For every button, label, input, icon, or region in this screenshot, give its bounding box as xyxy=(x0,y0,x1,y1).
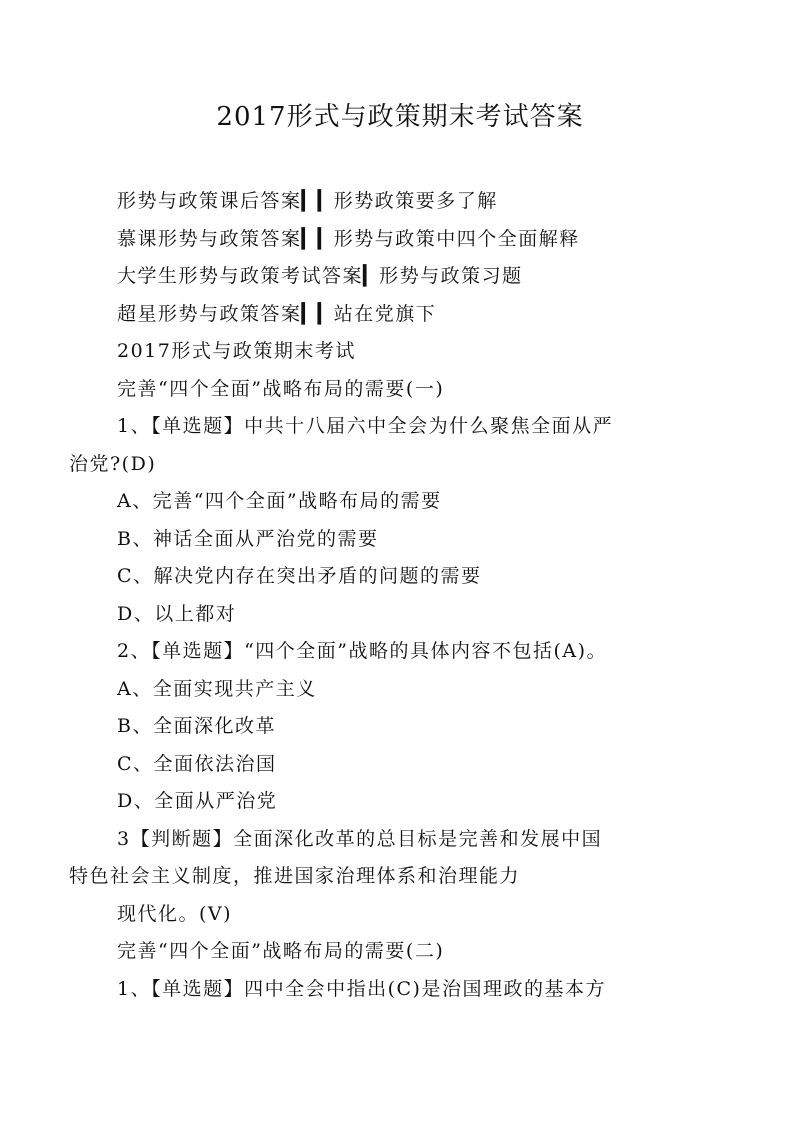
answer-option xyxy=(117,671,697,709)
text-line-content: 超星形势与政策答案▎▎站在党旗下 xyxy=(117,302,437,325)
answer-option xyxy=(117,783,697,821)
question-line-continued xyxy=(69,858,697,896)
question-line xyxy=(117,633,697,671)
text-line xyxy=(117,296,697,334)
text-line-content: 治党?(D) xyxy=(69,452,157,475)
answer-option xyxy=(117,708,697,746)
text-line-content: C、解决党内存在突出矛盾的问题的需要 xyxy=(117,565,482,587)
text-line-content: 大学生形势与政策考试答案▎形势与政策习题 xyxy=(117,265,523,287)
document-body xyxy=(69,183,697,1008)
text-line xyxy=(117,258,697,296)
text-line xyxy=(117,183,697,221)
text-line-content: A、完善“四个全面”战略布局的需要 xyxy=(117,490,442,512)
section-heading xyxy=(117,371,697,409)
text-line-content: 2、【单选题】“四个全面”战略的具体内容不包括(A)。 xyxy=(117,640,608,662)
answer-option xyxy=(117,746,697,784)
text-line-content: B、全面深化改革 xyxy=(117,715,276,737)
text-line-content: D、以上都对 xyxy=(117,602,237,625)
section-heading xyxy=(117,933,697,971)
text-line-content: 完善“四个全面”战略布局的需要(一) xyxy=(117,377,445,400)
text-line-content: 慕课形势与政策答案▎▎形势与政策中四个全面解释 xyxy=(117,227,580,250)
question-line xyxy=(117,971,697,1009)
question-line xyxy=(117,408,697,446)
answer-option xyxy=(117,558,697,596)
text-line-content: C、全面依法治国 xyxy=(117,752,277,775)
text-line-content: 1、【单选题】中共十八届六中全会为什么聚焦全面从严 xyxy=(117,415,614,437)
document-title: 2017形式与政策期末考试答案 xyxy=(216,102,584,132)
text-line-content: B、神话全面从严治党的需要 xyxy=(117,527,379,550)
question-line-continued xyxy=(117,896,697,934)
text-line-content: D、全面从严治党 xyxy=(117,790,278,812)
text-line-content: A、全面实现共产主义 xyxy=(117,677,317,700)
answer-option xyxy=(117,596,697,634)
answer-option xyxy=(117,483,697,521)
answer-option xyxy=(117,521,697,559)
text-line xyxy=(117,221,697,259)
text-line-content: 形势与政策课后答案▎▎形势政策要多了解 xyxy=(117,190,498,212)
text-line-content: 现代化。(V) xyxy=(117,902,233,925)
text-line-content: 特色社会主义制度，推进国家治理体系和治理能力 xyxy=(69,865,521,887)
text-line xyxy=(117,333,697,371)
text-line-content: 1、【单选题】四中全会中指出(C)是治国理政的基本方 xyxy=(117,977,606,1000)
text-line-content: 3【判断题】全面深化改革的总目标是完善和发展中国 xyxy=(117,827,603,850)
question-line xyxy=(117,821,697,859)
text-line-content: 2017形式与政策期末考试 xyxy=(117,340,356,362)
question-line-continued xyxy=(69,446,697,484)
text-line-content: 完善“四个全面”战略布局的需要(二) xyxy=(117,940,445,962)
